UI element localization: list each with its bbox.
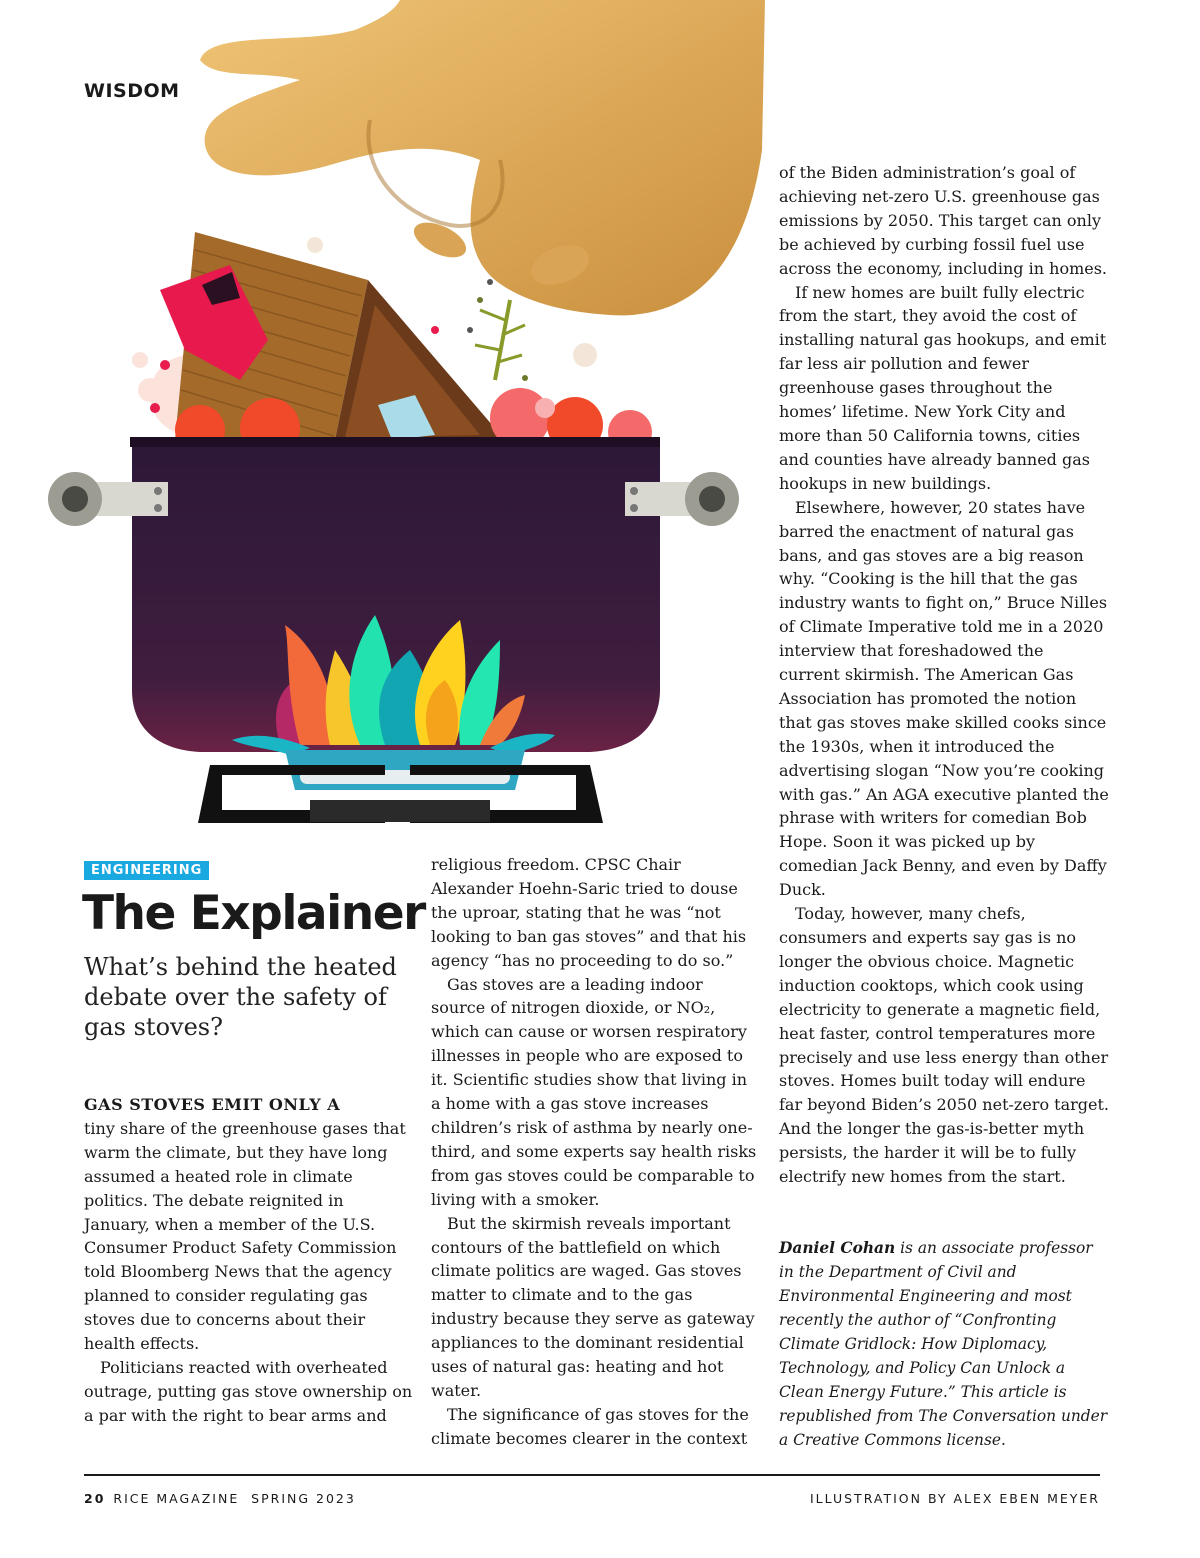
paragraph: If new homes are built fully electric from the start, they avoid the cost of installing natural gas hookups, and emit far less air pollution and fewer greenhouse gases throughout the homes’ lifetime. New York City and more than 50 California towns, cities and counties have already banned gas hookups in new buildings. bbox=[779, 282, 1107, 493]
paragraph: Elsewhere, however, 20 states have barred the enactment of natural gas bans, and gas stoves are a big reason why. “Cooking is the hill that the gas industry wants to fight on,” Bruce Nilles of Climate Imperative told me in a 2020 interview that foreshadowed the current skirmish. The American Gas Association has promoted the notion that gas stoves make skilled cooks since the 1930s, when it introduced the advertising slogan “Now you’re cooking with gas.” An AGA executive planted the phrase with writers for comedian Bob Hope. Soon it was picked up by comedian Jack Benny, and even by Daffy Duck. bbox=[779, 497, 1109, 900]
paragraph: But the skirmish reveals important contours of the battlefield on which climate politics are waged. Gas stoves matter to climate and to the gas industry because they serve as gateway appliances to the dominant residential uses of natural gas: heating and hot water. bbox=[431, 1213, 755, 1400]
footer-rule bbox=[84, 1474, 1100, 1476]
paragraph: Today, however, many chefs, consumers and experts say gas is no longer the obvious choice. Magnetic induction cooktops, which cook using electricity to generate a magnetic field, heat faster, control temperatures more precisely and use less energy than other stoves. Homes built today will endure far beyond Biden’s 2050 net-zero target. And the longer the gas-is-better myth persists, the harder it will be to fully electrify new homes from the start. bbox=[779, 904, 1110, 1187]
paragraph: Politicians reacted with overheated outrage, putting gas stove ownership on a par with the right to bear arms and bbox=[84, 1357, 413, 1425]
lead-in bbox=[84, 1093, 414, 1356]
gas-burner-grate bbox=[198, 750, 603, 823]
article-column-3 bbox=[779, 161, 1109, 1189]
article-column-2 bbox=[431, 853, 761, 1451]
paragraph: Gas stoves are a leading indoor source of nitrogen dioxide, or NO₂, which can cause or worsen respiratory illnesses in people who are exposed to it. Scientific studies show that living in a home with a gas stove increases children’s risk of asthma by nearly one-third, and some experts say health risks from gas stoves could be comparable to living with a smoker. bbox=[431, 974, 757, 1209]
paragraph: of the Biden administration’s goal of achieving net-zero U.S. greenhouse gas emissions by 2050. This target can only be achieved by curbing fossil fuel use across the economy, including in homes. bbox=[779, 163, 1108, 278]
author-bio-text: is an associate professor in the Department of Civil and Environmental Engineering and most recently the author of “Confronting Climate Gridlock: How Diplomacy, Technology, and Policy Can Unlock a Clean Energy Future.” This article is republished from The Conversation under a Creative Commons license. bbox=[779, 1239, 1108, 1449]
headline: The Explainer bbox=[82, 886, 425, 941]
paragraph: The significance of gas stoves for the climate becomes clearer in the context bbox=[431, 1404, 749, 1448]
dek: What’s behind the heated debate over the safety of gas stoves? bbox=[84, 953, 397, 1041]
article-column-1 bbox=[84, 1093, 414, 1428]
paragraph: religious freedom. CPSC Chair Alexander Hoehn-Saric tried to douse the uproar, stating that he was “not looking to ban gas stoves” and that his agency “has no proceeding to do so.” bbox=[431, 855, 747, 970]
author-bio bbox=[779, 1236, 1109, 1452]
page-number: 20 bbox=[84, 1491, 106, 1506]
paragraph: tiny share of the greenhouse gases that warm the climate, but they have long assumed a heated role in climate politics. The debate reignited in January, when a member of the U.S. Consumer Product Safety Commission told Bloomberg News that the agency planned to consider regulating gas stoves due to concerns about their health effects. bbox=[84, 1118, 406, 1354]
gas-stove-illustration bbox=[0, 0, 770, 840]
category-tag: ENGINEERING bbox=[84, 861, 209, 880]
footer-folio bbox=[84, 1491, 356, 1506]
author-name: Daniel Cohan bbox=[779, 1239, 896, 1257]
lead-in-caps: GAS STOVES EMIT ONLY A bbox=[84, 1095, 341, 1114]
publication-name: RICE MAGAZINE SPRING 2023 bbox=[113, 1491, 356, 1506]
section-label: WISDOM bbox=[84, 80, 180, 102]
illustration-credit: ILLUSTRATION BY ALEX EBEN MEYER bbox=[809, 1491, 1100, 1506]
